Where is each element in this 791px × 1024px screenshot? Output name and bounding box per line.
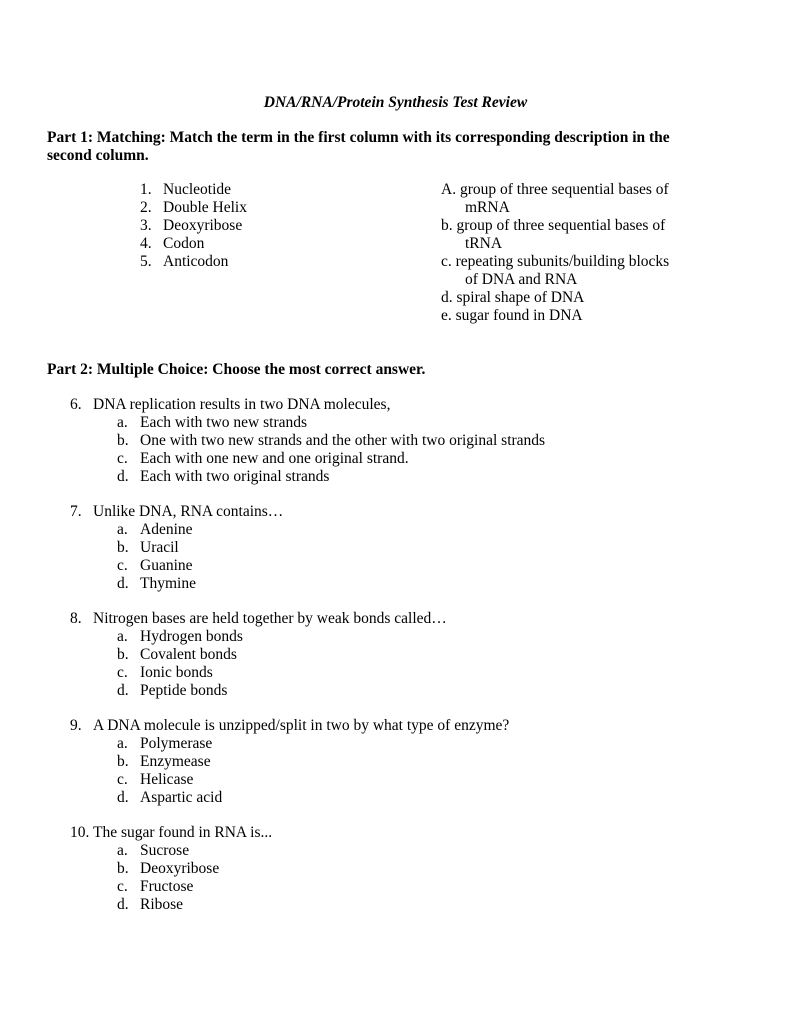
question	[70, 396, 770, 486]
option-letter: b.	[117, 860, 129, 877]
answer-option	[70, 735, 770, 753]
option-text: Guanine	[140, 557, 193, 574]
matching-term	[140, 217, 390, 235]
matching-term	[140, 235, 390, 253]
answer-option	[70, 628, 770, 646]
option-text: Ribose	[140, 896, 184, 913]
option-letter: b.	[117, 646, 129, 663]
option-letter: c.	[117, 557, 128, 574]
term-number: 5.	[140, 253, 152, 270]
matching-description-continued: tRNA	[465, 235, 503, 252]
option-text: Fructose	[140, 878, 194, 895]
question-number: 7.	[70, 503, 82, 520]
option-letter: c.	[117, 664, 128, 681]
question	[70, 610, 770, 700]
part1-heading-line1: Part 1: Matching: Match the term in the first column with its corresponding description in the	[47, 129, 670, 146]
option-text: Each with two original strands	[140, 468, 330, 485]
question-text: A DNA molecule is unzipped/split in two by what type of enzyme?	[93, 717, 510, 734]
term-text: Deoxyribose	[163, 217, 243, 234]
matching-description: A. group of three sequential bases of	[441, 181, 669, 198]
answer-option	[70, 468, 770, 486]
option-text: Uracil	[140, 539, 179, 556]
term-number: 4.	[140, 235, 152, 252]
matching-description: b. group of three sequential bases of	[441, 217, 666, 234]
question	[70, 717, 770, 807]
option-letter: a.	[117, 842, 128, 859]
answer-option	[70, 842, 770, 860]
question-stem	[70, 396, 770, 414]
matching-term	[140, 199, 390, 217]
option-letter: a.	[117, 628, 128, 645]
answer-option	[70, 539, 770, 557]
option-letter: d.	[117, 789, 129, 806]
matching-description: e. sugar found in DNA	[441, 307, 583, 324]
matching-descriptions-list	[441, 181, 741, 325]
term-text: Anticodon	[163, 253, 229, 270]
term-number: 2.	[140, 199, 152, 216]
matching-description-continued: of DNA and RNA	[465, 271, 578, 288]
option-text: Each with two new strands	[140, 414, 308, 431]
question	[70, 503, 770, 593]
option-text: Thymine	[140, 575, 196, 592]
option-letter: d.	[117, 468, 129, 485]
option-letter: d.	[117, 682, 129, 699]
option-letter: c.	[117, 878, 128, 895]
answer-option	[70, 414, 770, 432]
question-text: DNA replication results in two DNA molecules,	[93, 396, 391, 413]
option-text: One with two new strands and the other with two original strands	[140, 432, 546, 449]
answer-option	[70, 521, 770, 539]
question-text: Unlike DNA, RNA contains…	[93, 503, 284, 520]
question-stem	[70, 717, 770, 735]
answer-option	[70, 646, 770, 664]
option-letter: a.	[117, 414, 128, 431]
option-letter: c.	[117, 771, 128, 788]
answer-option	[70, 664, 770, 682]
matching-description: c. repeating subunits/building blocks	[441, 253, 670, 270]
term-number: 1.	[140, 181, 152, 198]
option-letter: a.	[117, 735, 128, 752]
matching-terms-list	[140, 181, 390, 271]
question-number: 9.	[70, 717, 82, 734]
question-number: 6.	[70, 396, 82, 413]
option-letter: b.	[117, 753, 129, 770]
option-text: Enzymease	[140, 753, 211, 770]
option-text: Sucrose	[140, 842, 190, 859]
document-title: DNA/RNA/Protein Synthesis Test Review	[263, 94, 528, 111]
answer-option	[70, 575, 770, 593]
question-number: 8.	[70, 610, 82, 627]
question-text: Nitrogen bases are held together by weak bonds called…	[93, 610, 447, 627]
answer-option	[70, 896, 770, 914]
question-stem	[70, 824, 770, 842]
option-letter: d.	[117, 896, 129, 913]
question-stem	[70, 503, 770, 521]
matching-description: d. spiral shape of DNA	[441, 289, 585, 306]
answer-option	[70, 432, 770, 450]
option-text: Each with one new and one original strand.	[140, 450, 409, 467]
option-text: Deoxyribose	[140, 860, 220, 877]
part1-heading-line2: second column.	[47, 147, 149, 164]
answer-option	[70, 557, 770, 575]
matching-term	[140, 181, 390, 199]
answer-option	[70, 450, 770, 468]
matching-term	[140, 253, 390, 271]
term-text: Codon	[163, 235, 205, 252]
question-number: 10.	[70, 824, 90, 841]
option-text: Hydrogen bonds	[140, 628, 243, 645]
question-text: The sugar found in RNA is...	[93, 824, 273, 841]
answer-option	[70, 753, 770, 771]
option-letter: b.	[117, 432, 129, 449]
option-letter: a.	[117, 521, 128, 538]
term-text: Nucleotide	[163, 181, 232, 198]
option-letter: c.	[117, 450, 128, 467]
answer-option	[70, 682, 770, 700]
option-text: Ionic bonds	[140, 664, 213, 681]
option-letter: d.	[117, 575, 129, 592]
question	[70, 824, 770, 914]
option-text: Helicase	[140, 771, 194, 788]
matching-description-continued: mRNA	[465, 199, 510, 216]
term-number: 3.	[140, 217, 152, 234]
term-text: Double Helix	[163, 199, 247, 216]
option-letter: b.	[117, 539, 129, 556]
option-text: Peptide bonds	[140, 682, 228, 699]
answer-option	[70, 878, 770, 896]
part2-heading: Part 2: Multiple Choice: Choose the most correct answer.	[47, 361, 426, 378]
question-stem	[70, 610, 770, 628]
option-text: Adenine	[140, 521, 193, 538]
part1-heading	[47, 129, 707, 165]
answer-option	[70, 789, 770, 807]
answer-option	[70, 860, 770, 878]
option-text: Covalent bonds	[140, 646, 237, 663]
option-text: Aspartic acid	[140, 789, 223, 806]
answer-option	[70, 771, 770, 789]
option-text: Polymerase	[140, 735, 213, 752]
